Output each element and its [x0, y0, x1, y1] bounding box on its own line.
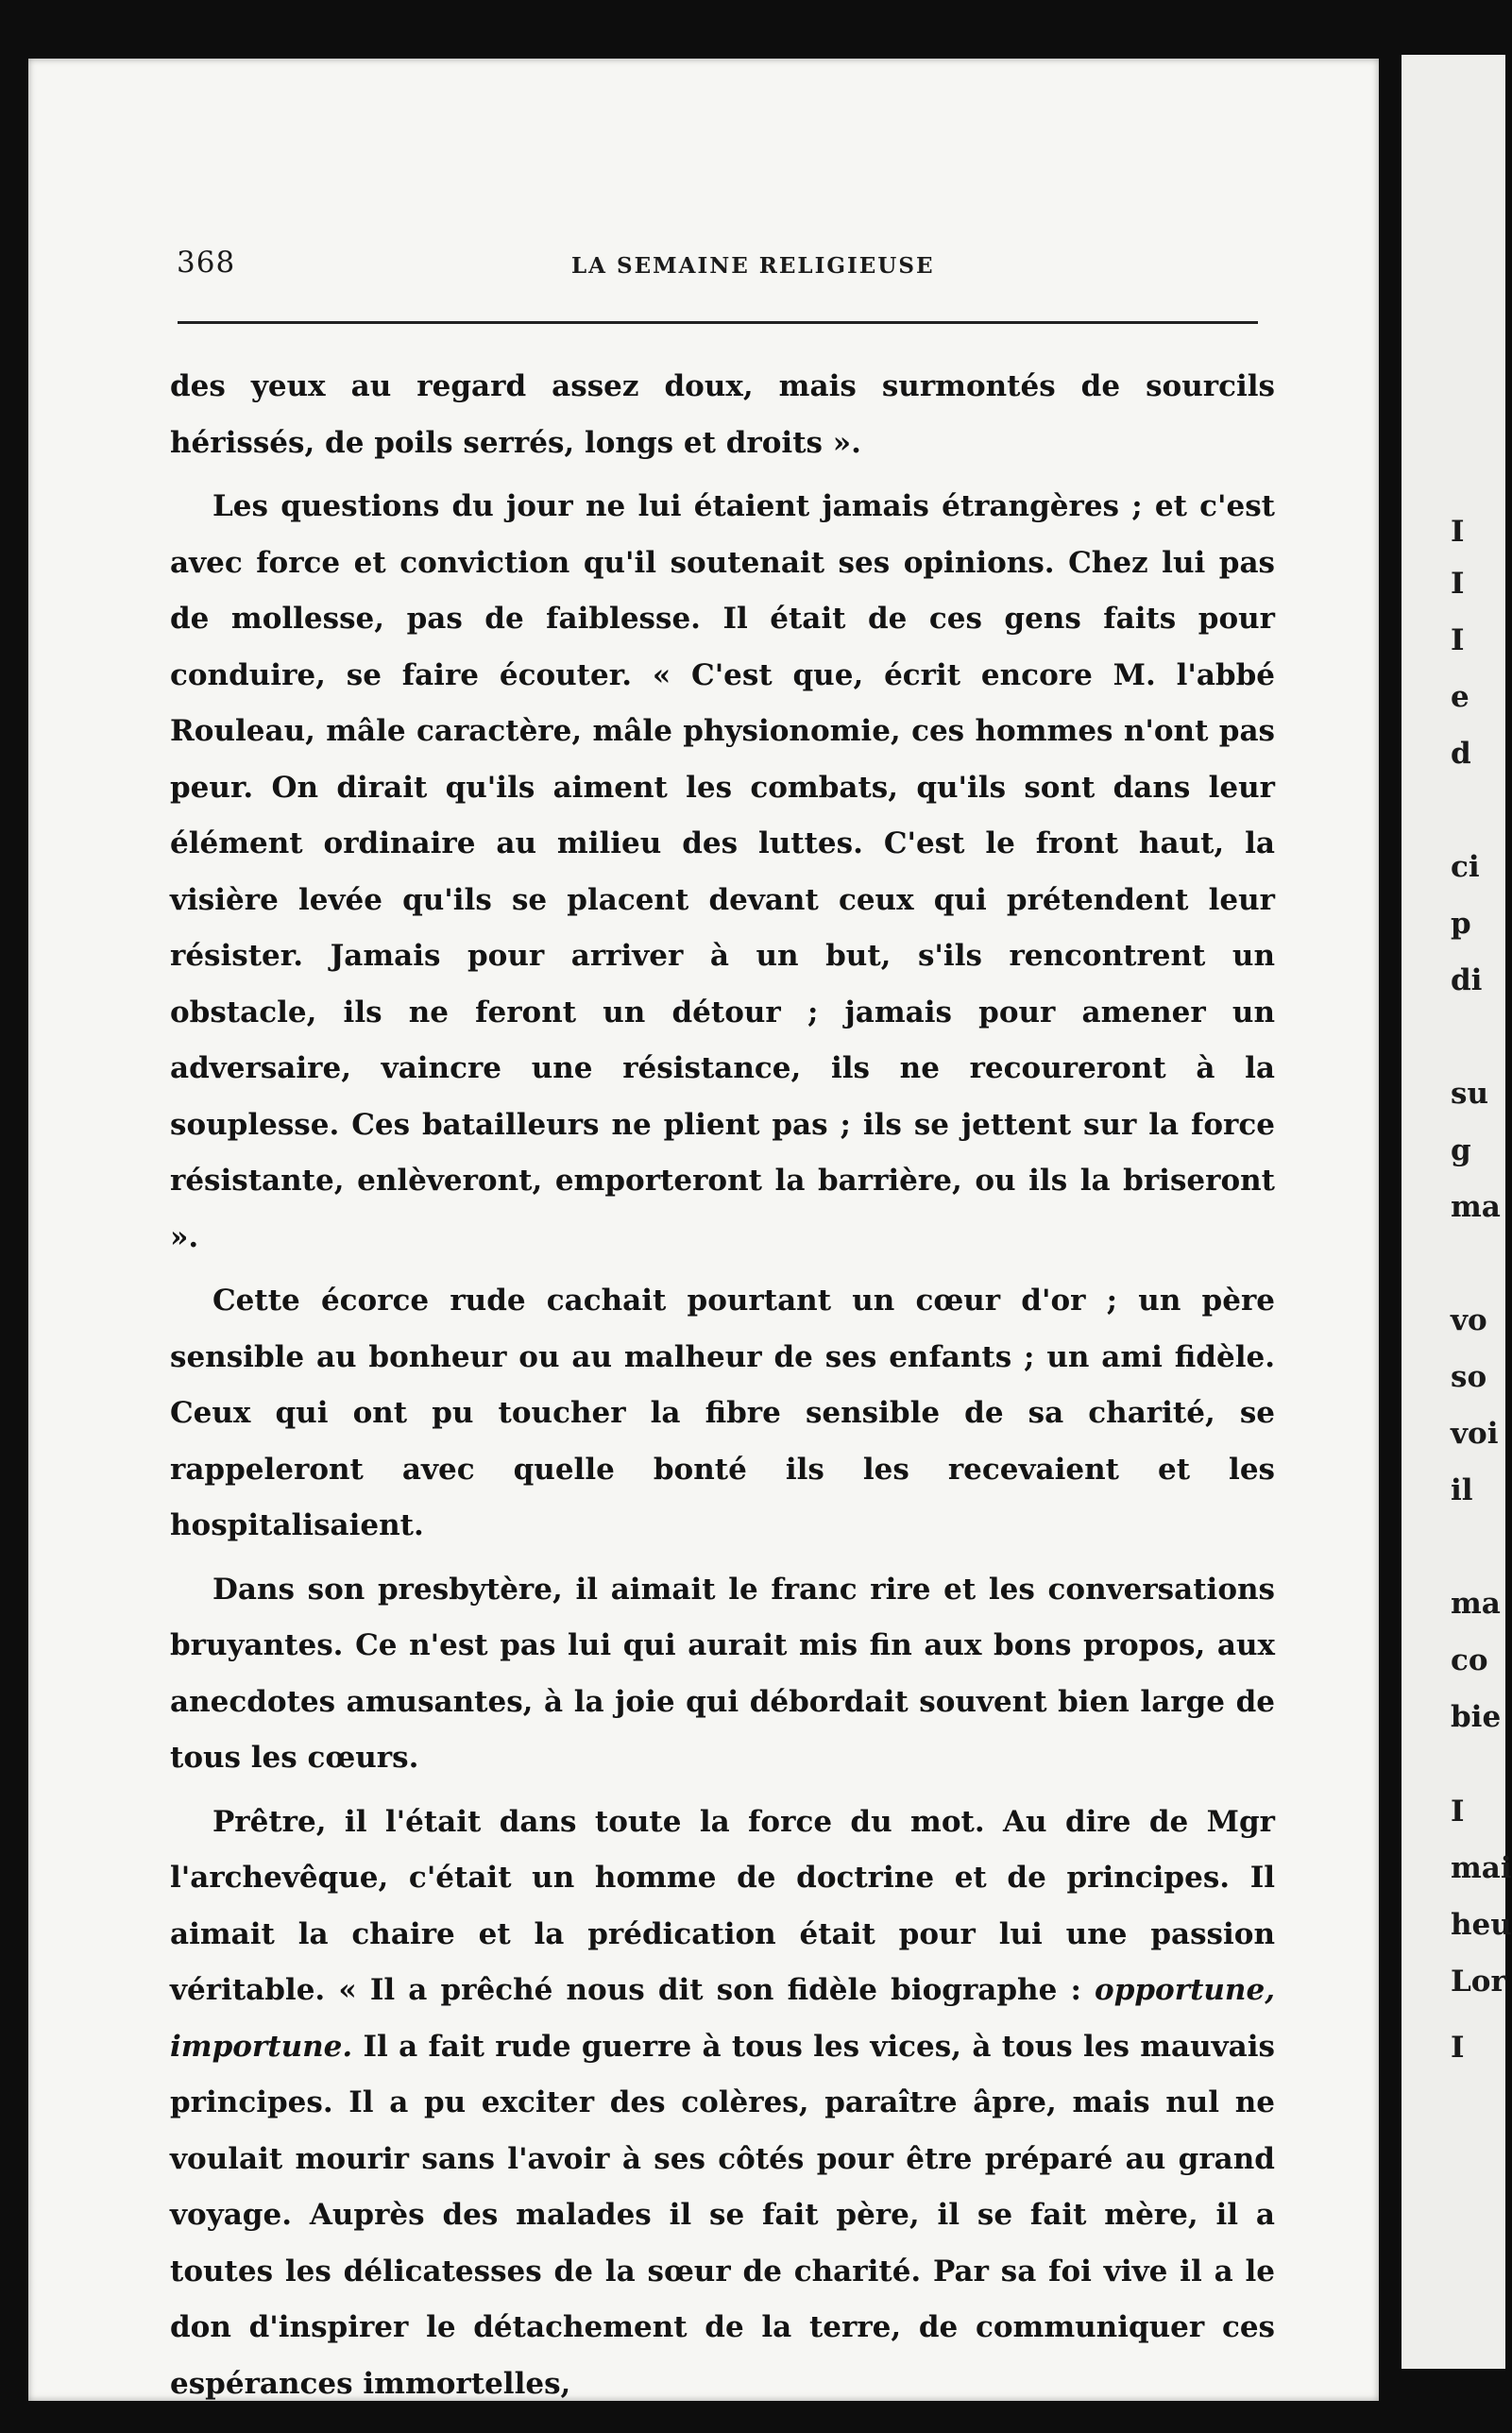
- page-number: 368: [177, 246, 236, 280]
- paragraph: des yeux au regard assez doux, mais surmontés de sourcils hérissés, de poils serrés, longs et droits ».: [170, 369, 1275, 460]
- adjacent-page-fragment: so: [1451, 1360, 1487, 1394]
- body-text: [170, 359, 1275, 2420]
- adjacent-page-fragment: d: [1451, 737, 1471, 771]
- italic-quote: opportune, importune.: [170, 1973, 1275, 2064]
- paragraph-text: Il a fait rude guerre à tous les vices, à tous les mauvais principes. Il a pu exciter des colères, paraître âpre, mais nul ne voulait mourir sans l'avoir à ses côtés pour être préparé au grand voyage. Auprès des malades il se fait père, il se fait mère, il a toutes les délicatesses de la sœur de charité. Par sa foi vive il a le don d'inspirer le détachement de la terre, de communiquer ces espérances immortelles,: [170, 2029, 1275, 2401]
- adjacent-page-fragment: voi: [1451, 1417, 1499, 1451]
- adjacent-page-fragment: mai: [1451, 1851, 1512, 1885]
- paragraph: Cette écorce rude cachait pourtant un cœur d'or ; un père sensible au bonheur ou au malheur de ses enfants ; un ami fidèle. Ceux qui ont pu toucher la fibre sensible de sa charité, se rappeleront avec quelle bonté ils les recevaient et les hospitalisaient.: [170, 1284, 1275, 1542]
- adjacent-page-fragment: co: [1451, 1643, 1488, 1677]
- adjacent-page-fragment: Lor: [1451, 1965, 1506, 1999]
- adjacent-page-fragment: g: [1451, 1133, 1471, 1167]
- adjacent-page-fragment: I: [1451, 567, 1465, 601]
- paragraph: Dans son presbytère, il aimait le franc rire et les conversations bruyantes. Ce n'est pas lui qui aurait mis fin aux bons propos, aux anecdotes amusantes, à la joie qui débordait souvent bien large de tous les cœurs.: [170, 1572, 1275, 1775]
- header-rule: [178, 321, 1258, 324]
- adjacent-page-fragment: I: [1451, 515, 1465, 549]
- adjacent-page-fragment: vo: [1451, 1303, 1487, 1337]
- adjacent-page-fragment: heu: [1451, 1908, 1512, 1942]
- paragraph: Les questions du jour ne lui étaient jamais étrangères ; et c'est avec force et conviction qu'il soutenait ses opinions. Chez lui pas de mollesse, pas de faiblesse. Il était de ces gens faits pour conduire, se faire écouter. « C'est que, écrit encore M. l'abbé Rouleau, mâle caractère, mâle physionomie, ces hommes n'ont pas peur. On dirait qu'ils aiment les combats, qu'ils sont dans leur élément ordinaire au milieu des luttes. C'est le front haut, la visière levée qu'ils se placent devant ceux qui prétendent leur résister. Jamais pour arriver à un but, s'ils rencontrent un obstacle, ils ne feront un détour ; jamais pour amener un adversaire, vaincre une résistance, ils ne recoureront à la souplesse. Ces batailleurs ne plient pas ; ils se jettent sur la force résistante, enlèveront, emporteront la barrière, ou ils la briseront ».: [170, 489, 1275, 1254]
- adjacent-page-fragment: su: [1451, 1077, 1488, 1111]
- running-title: LA SEMAINE RELIGIEUSE: [571, 253, 935, 279]
- paragraph: [170, 1795, 1275, 2413]
- adjacent-page-fragment: ma: [1451, 1587, 1501, 1621]
- adjacent-page-fragment: I: [1451, 623, 1465, 657]
- adjacent-page-fragment: di: [1451, 963, 1483, 997]
- adjacent-page-fragment: il: [1451, 1473, 1473, 1507]
- adjacent-page-fragment: I: [1451, 2031, 1465, 2065]
- running-head: [146, 246, 1261, 293]
- adjacent-page-fragment: ci: [1451, 850, 1480, 884]
- adjacent-page-fragment: p: [1451, 907, 1471, 941]
- adjacent-page-fragment: bie: [1451, 1700, 1502, 1734]
- adjacent-page-fragment: ma: [1451, 1190, 1501, 1224]
- adjacent-page-fragment: I: [1451, 1795, 1465, 1829]
- adjacent-page-fragment: e: [1451, 680, 1470, 714]
- paragraph-text: Prêtre, il l'était dans toute la force du mot. Au dire de Mgr l'archevêque, c'était un homme de doctrine et de principes. Il aimait la chaire et la prédication était pour lui une passion véritable. « Il a prêché nous dit son fidèle biographe :: [170, 1804, 1275, 2007]
